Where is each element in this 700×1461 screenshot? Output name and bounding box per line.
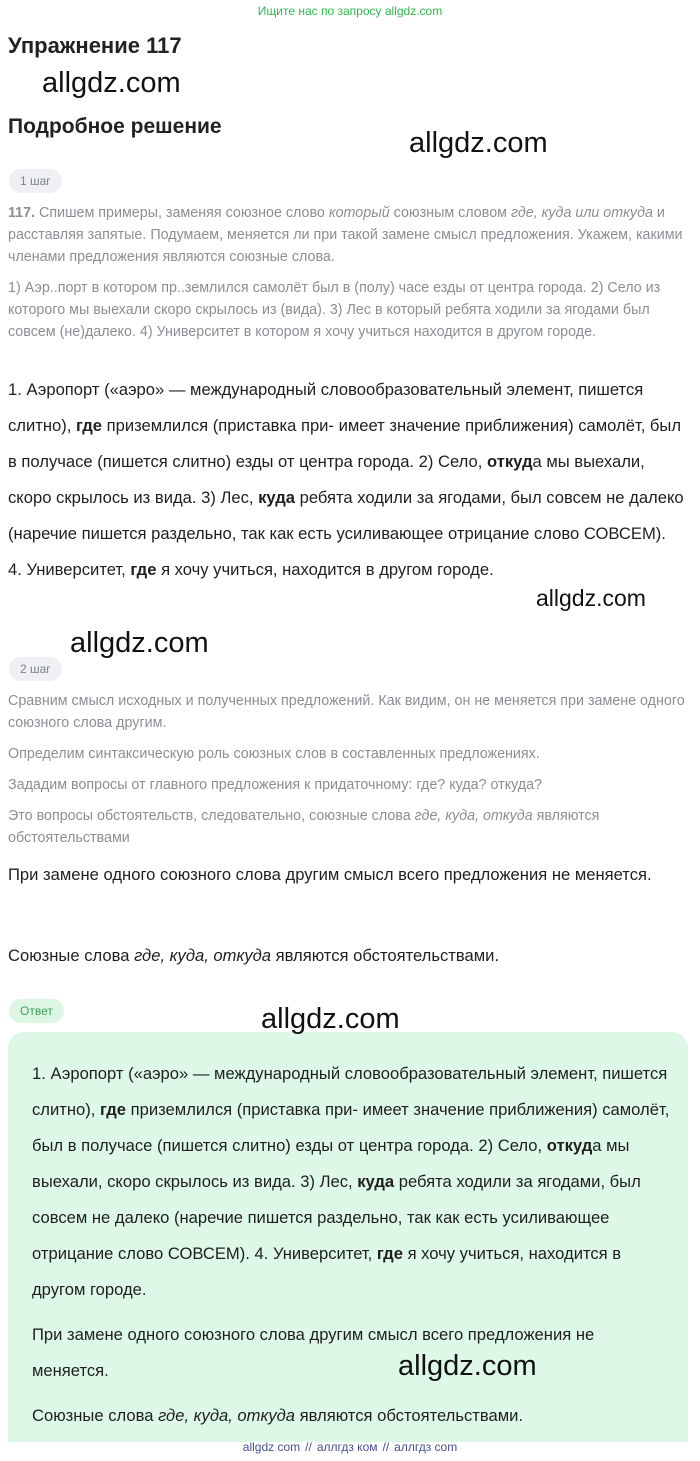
conclusion-text: При замене одного союзного слова другим смысл всего предложения не меняется. — [8, 865, 652, 884]
text-run: откуд — [546, 1136, 593, 1155]
text-run: являются обстоятельствами. — [271, 946, 500, 965]
text-run: Это вопросы обстоятельств, следовательно, союзные слова — [8, 808, 415, 824]
solution-text — [8, 372, 684, 588]
text-run: откуд — [486, 452, 533, 471]
watermark: allgdz.com — [70, 627, 209, 659]
text-run: ребята ходили за ягодами, был совсем не далеко (наречие пишется раздельно, так как есть усиливающее отрицание слово СОВСЕМ). 4. Университет, — [8, 488, 684, 579]
answer-badge: Ответ — [9, 999, 64, 1023]
text-run: куда — [357, 1172, 395, 1191]
watermark: allgdz.com — [42, 67, 181, 99]
text-run: где, куда или откуда — [510, 205, 653, 221]
watermark: allgdz.com — [536, 585, 646, 611]
step2-paragraph: Зададим вопросы от главного предложения к придаточному: где? куда? откуда? — [8, 777, 543, 793]
footer-link[interactable]: аллгдз ком — [316, 1440, 378, 1454]
text-run: где — [130, 560, 157, 579]
text-run: где — [76, 416, 103, 435]
text-run: а мы выехали, скоро скрылось из вида. 3) Лес, — [32, 1136, 630, 1191]
step2-paragraph: Определим синтаксическую роль союзных слов в составленных предложениях. — [8, 746, 540, 762]
footer-separator: // — [305, 1440, 312, 1454]
text-run: где, куда, откуда — [134, 946, 272, 965]
text-run: являются обстоятельствами. — [295, 1406, 524, 1425]
text-run: где, куда, откуда — [158, 1406, 296, 1425]
answer-conclusion: При замене одного союзного слова другим смысл всего предложения не меняется. — [32, 1325, 595, 1380]
exercise-examples: 1) Аэр..порт в котором пр..землился самолёт был в (полу) часе езды от центра города. 2) Село из которого мы выехали скоро скрылось из (вида). 3) Лес в который ребята ходили за ягодами был совсем (не)далеко. 4) Университет в котором я хочу учиться находится в другом городе. — [8, 280, 661, 340]
text-run: 1. Аэропорт («аэро» — международный словообразовательный элемент, пишется слитно), — [8, 380, 644, 435]
step2-paragraph: Сравним смысл исходных и полученных предложений. Как видим, он не меняется при замене одного союзного слова другим. — [8, 693, 685, 731]
watermark: allgdz.com — [398, 1350, 537, 1382]
text-run: Спишем примеры, заменяя союзное слово — [35, 205, 329, 221]
text-run: ребята ходили за ягодами, был совсем не далеко (наречие пишется раздельно, так как есть усиливающее отрицание слово СОВСЕМ). 4. Университет, — [32, 1172, 641, 1263]
text-run: приземлился (приставка при- имеет значение приближения) самолёт, был в получасе (пишется слитно) езды от центра города. 2) Село, — [32, 1100, 670, 1155]
text-run: и расставляя запятые. Подумаем, меняется ли при такой замене смысл предложения. Укажем, какими членами предложения являются союзные слова. — [8, 205, 683, 265]
page-title: Упражнение 117 — [8, 33, 182, 58]
text-run: где — [100, 1100, 127, 1119]
footer-separator: // — [382, 1440, 390, 1454]
text-run: союзным словом — [389, 205, 511, 221]
footer-link[interactable]: allgdz com — [242, 1440, 301, 1454]
step-badge: 2 шаг — [9, 657, 62, 681]
watermark: allgdz.com — [409, 127, 548, 159]
answer-conclusion — [32, 1398, 672, 1434]
section-title: Подробное решение — [8, 115, 222, 138]
text-run: 1. Аэропорт («аэро» — международный словообразовательный элемент, пишется слитно), — [32, 1064, 668, 1119]
text-run: где — [376, 1244, 403, 1263]
text-run: который — [328, 205, 390, 221]
footer-links — [0, 1440, 700, 1454]
text-run: я хочу учиться, находится в другом городе. — [156, 560, 494, 579]
answer-box — [8, 1032, 688, 1442]
exercise-intro — [8, 202, 688, 268]
step2-paragraph — [8, 805, 688, 849]
watermark: allgdz.com — [261, 1003, 400, 1035]
text-run: Союзные слова — [8, 946, 135, 965]
top-banner[interactable]: Ищите нас по запросу allgdz.com — [257, 4, 443, 18]
answer-text — [32, 1056, 672, 1308]
step-badge: 1 шаг — [9, 169, 62, 193]
footer-link[interactable]: аллгдз com — [394, 1440, 458, 1454]
text-run: куда — [258, 488, 295, 507]
text-run: являются обстоятельствами — [8, 808, 600, 846]
text-run: а мы выехали, скоро скрылось из вида. 3) Лес, — [8, 452, 645, 507]
exercise-number: 117. — [8, 205, 36, 221]
text-run: я хочу учиться, находится в другом городе. — [32, 1244, 622, 1299]
text-run: где, куда, откуда — [414, 808, 533, 824]
text-run: приземлился (приставка при- имеет значение приближения) самолёт, был в получасе (пишется слитно) езды от центра города. 2) Село, — [8, 416, 682, 471]
text-run: Союзные слова — [32, 1406, 159, 1425]
conclusion-text — [8, 938, 684, 974]
